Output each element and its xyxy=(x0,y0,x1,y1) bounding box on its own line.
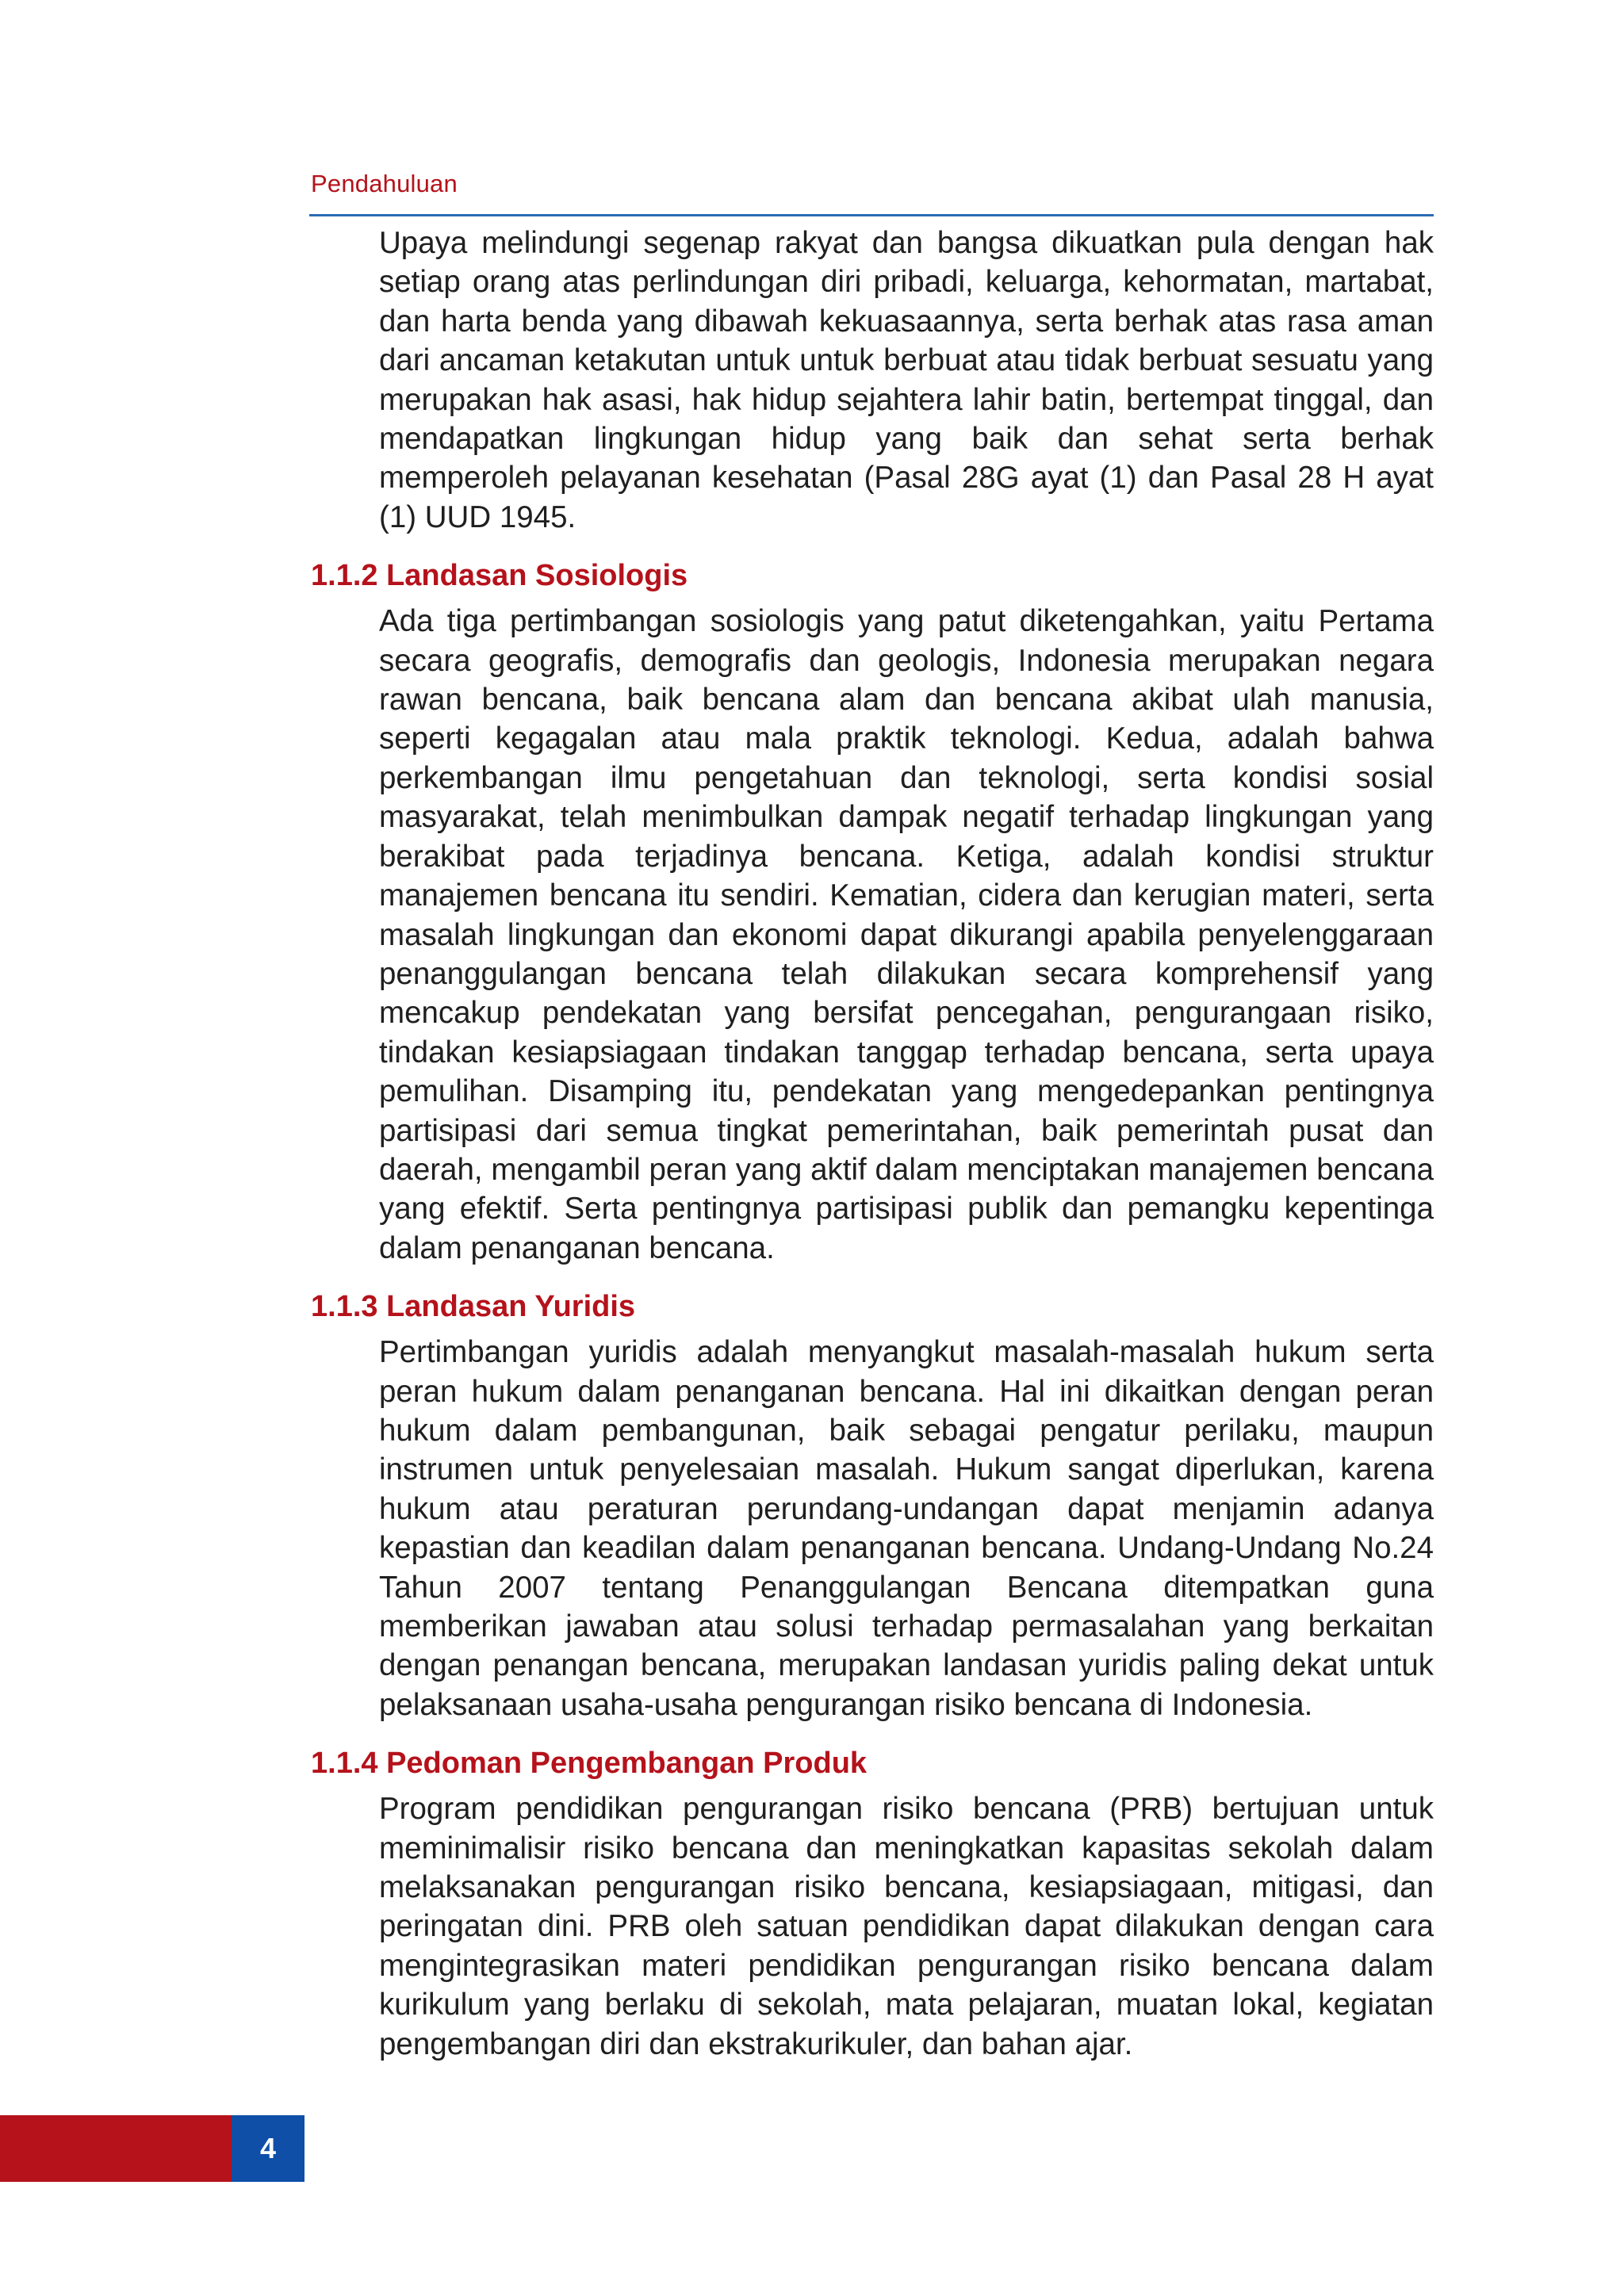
main-content xyxy=(311,224,1434,2064)
section-paragraph-landasan-yuridis: Pertimbangan yuridis adalah menyangkut masalah-masalah hukum serta peran hukum dalam penanganan bencana. Hal ini dikaitkan dengan peran hukum dalam pembangunan, baik sebagai pengatur perilaku, maupun instrumen untuk penyelesaian masalah. Hukum sangat diperlukan, karena hukum atau peraturan perundang-undangan dapat menjamin adanya kepastian dan keadilan dalam penanganan bencana. Undang-Undang No.24 Tahun 2007 tentang Penanggulangan Bencana ditempatkan guna memberikan jawaban atau solusi terhadap permasalahan yang berkaitan dengan penangan bencana, merupakan landasan yuridis paling dekat untuk pelaksanaan usaha-usaha pengurangan risiko bencana di Indonesia. xyxy=(379,1335,1434,1722)
intro-paragraph: Upaya melindungi segenap rakyat dan bangsa dikuatkan pula dengan hak setiap orang atas perlindungan diri pribadi, keluarga, kehormatan, martabat, dan harta benda yang dibawah kekuasaannya, serta berhak atas rasa aman dari ancaman ketakutan untuk untuk berbuat atau tidak berbuat sesuatu yang merupakan hak asasi, hak hidup sejahtera lahir batin, bertempat tinggal, dan mendapatkan lingkungan hidup yang baik dan sehat serta berhak memperoleh pelayanan kesehatan (Pasal 28G ayat (1) dan Pasal 28 H ayat (1) UUD 1945. xyxy=(379,226,1434,534)
page-number-box xyxy=(232,2115,304,2182)
section-paragraph-pedoman-pengembangan-produk: Program pendidikan pengurangan risiko bencana (PRB) bertujuan untuk meminimalisir risiko bencana dan meningkatkan kapasitas sekolah dalam melaksanakan pengurangan risiko bencana, kesiapsiagaan, mitigasi, dan peringatan dini. PRB oleh satuan pendidikan dapat dilakukan dengan cara mengintegrasikan materi pendidikan pengurangan risiko bencana dalam kurikulum yang berlaku di sekolah, mata pelajaran, muatan lokal, kegiatan pengembangan diri dan ekstrakurikuler, dan bahan ajar. xyxy=(379,1792,1434,2061)
section-heading-pedoman-pengembangan-produk: 1.1.4 Pedoman Pengembangan Produk xyxy=(311,1747,868,1781)
page-number: 4 xyxy=(259,2132,277,2164)
footer-red-bar xyxy=(0,2115,232,2182)
section-paragraph-landasan-sosiologis: Ada tiga pertimbangan sosiologis yang patut diketengahkan, yaitu Pertama secara geografis, demografis dan geologis, Indonesia merupakan negara rawan bencana, baik bencana alam dan bencana akibat ulah manusia, seperti kegagalan atau mala praktik teknologi. Kedua, adalah bahwa perkembangan ilmu pengetahuan dan teknologi, serta kondisi sosial masyarakat, telah menimbulkan dampak negatif terhadap lingkungan yang berakibat pada terjadinya bencana. Ketiga, adalah kondisi struktur manajemen bencana itu sendiri. Kematian, cidera dan kerugian materi, serta masalah lingkungan dan ekonomi dapat dikurangi apabila penyelenggaraan penanggulangan bencana telah dilakukan secara komprehensif yang mencakup pendekatan yang bersifat pencegahan, pengurangaan risiko, tindakan kesiapsiagaan tindakan tanggap terhadap bencana, serta upaya pemulihan. Disamping itu, pendekatan yang mengedepankan pentingnya partisipasi dari semua tingkat pemerintahan, baik pemerintah pusat dan daerah, mengambil peran yang aktif dalam menciptakan manajemen bencana yang efektif. Serta pentingnya partisipasi publik dan pemangku kepentinga dalam penanganan bencana. xyxy=(379,604,1434,1265)
header-divider xyxy=(309,214,1434,216)
running-header: Pendahuluan xyxy=(311,170,458,197)
section-heading-landasan-sosiologis: 1.1.2 Landasan Sosiologis xyxy=(311,559,688,593)
section-heading-landasan-yuridis: 1.1.3 Landasan Yuridis xyxy=(311,1290,636,1324)
